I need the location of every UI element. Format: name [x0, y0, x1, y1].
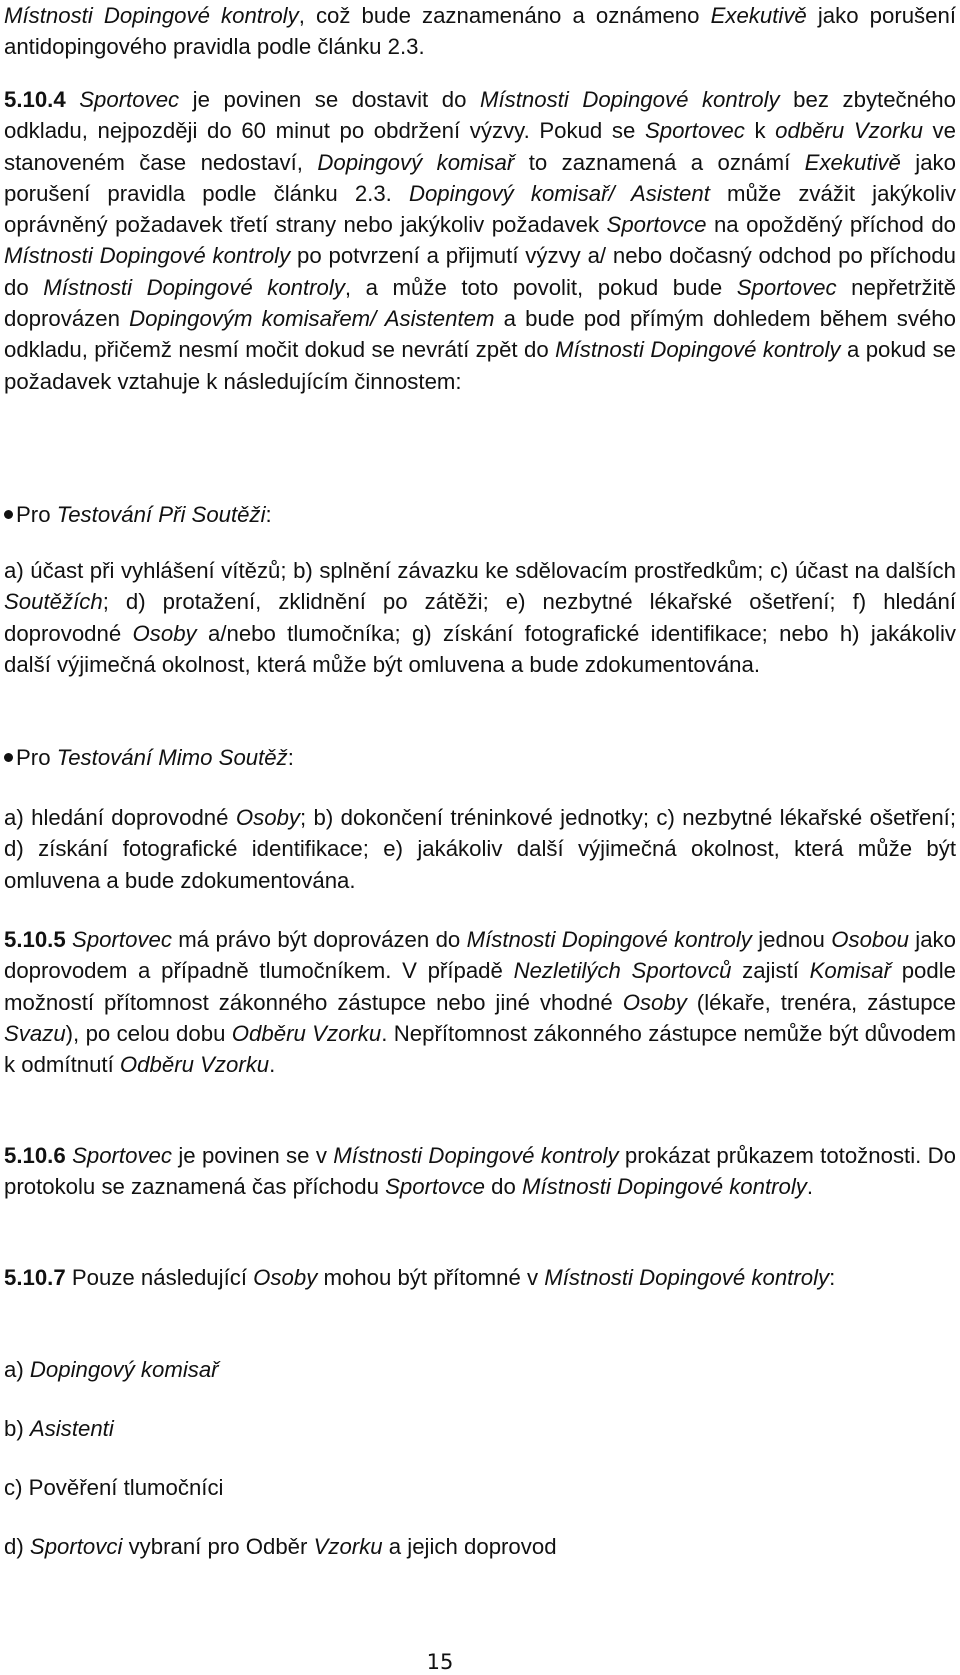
section-number: 5.10.7 [4, 1265, 66, 1290]
section-number: 5.10.4 [4, 87, 66, 112]
list-item-a: a) Dopingový komisař [4, 1357, 219, 1382]
page-number: 15 [426, 1650, 454, 1674]
section-5-10-5: 5.10.5 Sportovec má právo být doprovázen do Místnosti Dopingové kontroly jednou Osobou jako doprovodem a případně tlumočníkem. V případě Nezletilých Sportovců zajistí Komisař podle možností přítomnost zákonného zástupce nebo jiné vhodné Osoby (lékaře, trenéra, zástupce Svazu), po celou dobu Odběru Vzorku. Nepřítomnost zákonného zástupce nemůže být důvodem k odmítnutí Odběru Vzorku. [4, 927, 957, 1078]
section-5-10-4: 5.10.4 Sportovec je povinen se dostavit do Místnosti Dopingové kontroly bez zbytečného odkladu, nejpozději do 60 minut po obdržení výzvy. Pokud se Sportovec k odběru Vzorku ve stanoveném čase nedostaví, Dopingový komisař to zaznamená a oznámí Exekutivě jako porušení pravidla podle článku 2.3. Dopingový komisař/ Asistent může zvážit jakýkoliv oprávněný požadavek třetí strany nebo jakýkoliv požadavek Sportovce na opožděný příchod do Místnosti Dopingové kontroly po potvrzení a přijmutí výzvy a/ nebo dočasný odchod po příchodu do Místnosti Dopingové kontroly, a může toto povolit, pokud bude Sportovec nepřetržitě doprovázen Dopingovým komisařem/ Asistentem a bude pod přímým dohledem během svého odkladu, přičemž nesmí močit dokud se nevrátí zpět do Místnosti Dopingové kontroly a pokud se požadavek vztahuje k následujícím činnostem: [4, 87, 957, 394]
paragraph-continuation: Místnosti Dopingové kontroly, což bude zaznamenáno a oznámeno Exekutivě jako porušení antidopingového pravidla podle článku 2.3. [4, 3, 956, 60]
section-5-10-6: 5.10.6 Sportovec je povinen se v Místnosti Dopingové kontroly prokázat průkazem totožnosti. Do protokolu se zaznamená čas příchodu Sportovce do Místnosti Dopingové kontroly. [4, 1143, 957, 1200]
list-out-of-competition: a) hledání doprovodné Osoby; b) dokončení tréninkové jednotky; c) nezbytné lékařské ošetření; d) získání fotografické identifikace; e) jakákoliv další výjimečná okolnost, která může být omluvena a bude zdokumentována. [4, 805, 956, 893]
bullet-icon [4, 510, 13, 519]
list-item-b: b) Asistenti [4, 1416, 114, 1441]
bullet-out-of-competition: Pro Testování Mimo Soutěž: [4, 742, 956, 773]
section-number: 5.10.5 [4, 927, 66, 952]
list-item-d: d) Sportovci vybraní pro Odběr Vzorku a jejich doprovod [4, 1534, 557, 1559]
bullet-icon [4, 753, 13, 762]
bullet-in-competition: Pro Testování Při Soutěži: [4, 499, 956, 530]
section-number: 5.10.6 [4, 1143, 66, 1168]
section-5-10-7: 5.10.7 Pouze následující Osoby mohou být přítomné v Místnosti Dopingové kontroly: [4, 1265, 836, 1290]
list-in-competition: a) účast při vyhlášení vítězů; b) splnění závazku ke sdělovacím prostředkům; c) účast na dalších Soutěžích; d) protažení, zklidnění po zátěži; e) nezbytné lékařské ošetření; f) hledání doprovodné Osoby a/nebo tlumočníka; g) získání fotografické identifikace; nebo h) jakákoliv další výjimečná okolnost, která může být omluvena a bude zdokumentována. [4, 558, 956, 677]
list-item-c: c) Pověření tlumočníci [4, 1475, 224, 1500]
